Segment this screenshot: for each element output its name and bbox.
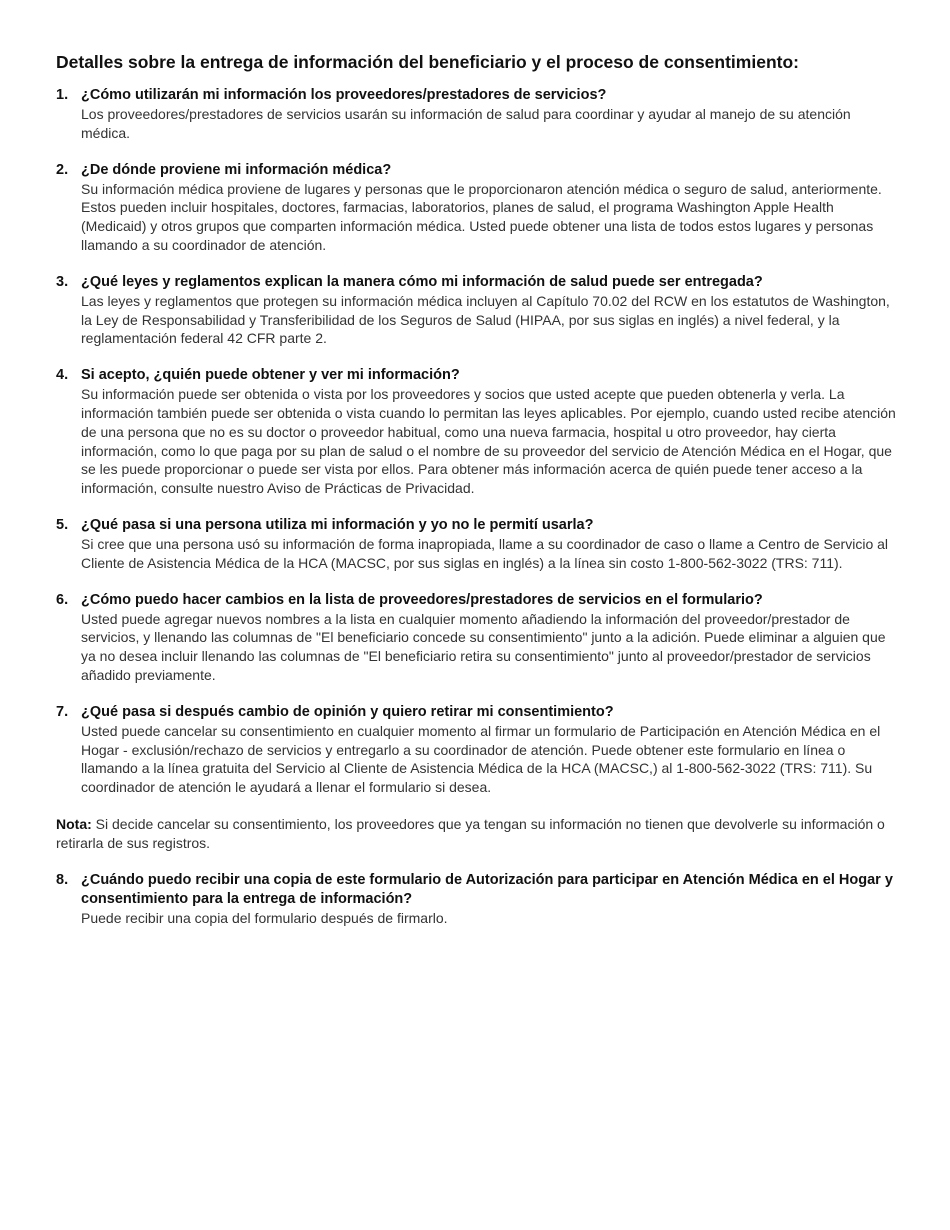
question-body bbox=[81, 703, 900, 797]
question-heading: ¿Cuándo puedo recibir una copia de este formulario de Autorización para participar en Atención Médica en el Hogar y consentimiento para la entrega de información? bbox=[81, 871, 893, 907]
question-number: 5. bbox=[56, 516, 69, 533]
question-item-6 bbox=[56, 591, 900, 685]
question-number: 7. bbox=[56, 703, 69, 720]
answer-text: Usted puede agregar nuevos nombres a la lista en cualquier momento añadiendo la información del proveedor/prestador de servicios, y llenando las columnas de "El beneficiario concede su consentimiento" junto a la adición. Puede eliminar a alguien que ya no desea incluir llenando las columnas de "El beneficiario retira su consentimiento" junto al proveedor/prestador de servicios añadido previamente. bbox=[81, 610, 886, 683]
question-body bbox=[81, 273, 900, 348]
question-item-7 bbox=[56, 703, 900, 797]
answer-text: Si cree que una persona usó su información de forma inapropiada, llame a su coordinador de caso o llame a Centro de Servicio al Cliente de Asistencia Médica de la HCA (MACSC, por sus siglas en inglés) a la línea sin costo 1-800-562-3022 (TRS: 711). bbox=[81, 535, 889, 571]
question-heading: ¿Cómo utilizarán mi información los proveedores/prestadores de servicios? bbox=[81, 87, 607, 103]
question-item-5 bbox=[56, 516, 900, 573]
answer-text: Su información médica proviene de lugares y personas que le proporcionaron atención médica o seguro de salud, anteriormente. Estos pueden incluir hospitales, doctores, farmacias, laboratorios, planes de salud, el programa Washington Apple Health (Medicaid) y otros grupos que comparten información médica. Usted puede obtener una lista de todos estos lugares y personas llamando a su coordinador de atención. bbox=[81, 180, 882, 253]
question-heading: ¿Cómo puedo hacer cambios en la lista de proveedores/prestadores de servicios en el formulario? bbox=[81, 591, 763, 608]
question-item-1 bbox=[56, 86, 900, 143]
document-title: Detalles sobre la entrega de información del beneficiario y el proceso de consentimiento: bbox=[56, 52, 799, 72]
question-item-8 bbox=[56, 871, 900, 928]
answer-text: Puede recibir una copia del formulario después de firmarlo. bbox=[81, 909, 448, 926]
note-paragraph bbox=[56, 815, 900, 853]
question-body bbox=[81, 161, 900, 255]
question-number: 4. bbox=[56, 367, 69, 384]
note-text: Si decide cancelar su consentimiento, los proveedores que ya tengan su información no tienen que devolverle su información o retirarla de sus registros. bbox=[56, 815, 885, 851]
answer-text: Usted puede cancelar su consentimiento en cualquier momento al firmar un formulario de Participación en Atención Médica en el Hogar - exclusión/rechazo de servicios y entregarlo a su coordinador de atención. Puede obtener este formulario en línea o llamando a la línea gratuita del Servicio al Cliente de Asistencia Médica de la HCA (MACSC,) al 1-800-562-3022 (TRS: 711). Su coordinador de atención le ayudará a llenar el formulario si desea. bbox=[81, 722, 881, 796]
question-number: 3. bbox=[56, 273, 69, 290]
note-label: Nota: bbox=[56, 815, 92, 832]
question-heading: ¿Qué pasa si después cambio de opinión y quiero retirar mi consentimiento? bbox=[81, 703, 614, 720]
answer-text: Los proveedores/prestadores de servicios usarán su información de salud para coordinar y ayudar al manejo de su atención médica. bbox=[81, 106, 851, 141]
question-body bbox=[81, 516, 900, 573]
question-number: 6. bbox=[56, 591, 69, 608]
question-heading: ¿Qué leyes y reglamentos explican la manera cómo mi información de salud puede ser entregada? bbox=[81, 273, 763, 290]
question-body bbox=[81, 366, 900, 498]
question-item-2 bbox=[56, 161, 900, 255]
question-number: 2. bbox=[56, 161, 69, 178]
question-body bbox=[81, 871, 900, 928]
question-body bbox=[81, 591, 900, 685]
question-heading: Si acepto, ¿quién puede obtener y ver mi información? bbox=[81, 367, 460, 384]
answer-text: Las leyes y reglamentos que protegen su información médica incluyen al Capítulo 70.02 del RCW en los estatutos de Washington, la Ley de Responsabilidad y Transferibilidad de los Seguros de Salud (HIPAA, por sus siglas en inglés) a nivel federal, y la reglamentación federal 42 CFR parte 2. bbox=[81, 292, 890, 347]
question-body bbox=[81, 86, 900, 143]
question-item-4 bbox=[56, 366, 900, 498]
question-list bbox=[56, 86, 900, 797]
answer-text: Su información puede ser obtenida o vista por los proveedores y socios que usted acepte que pueden obtenerla y verla. La información también puede ser obtenida o vista cuando lo permitan las leyes aplicables. Por ejemplo, cuando usted recibe atención de una persona que no es su doctor o proveedor habitual, como una nueva farmacia, hospital u otro proveedor, hay cierta información, como lo que paga por su plan de salud o el nombre de su proveedor del servicio de Atención Médica en el Hogar, que se les puede proporcionar o puede ser vista por ellos. Para obtener más información acerca de quién puede tener acceso a la información, consulte nuestro Aviso de Prácticas de Privacidad. bbox=[81, 386, 896, 497]
question-number: 8. bbox=[56, 871, 69, 888]
question-item-3 bbox=[56, 273, 900, 348]
question-number: 1. bbox=[56, 87, 69, 103]
question-heading: ¿Qué pasa si una persona utiliza mi información y yo no le permití usarla? bbox=[81, 516, 594, 533]
question-heading: ¿De dónde proviene mi información médica? bbox=[81, 161, 392, 178]
